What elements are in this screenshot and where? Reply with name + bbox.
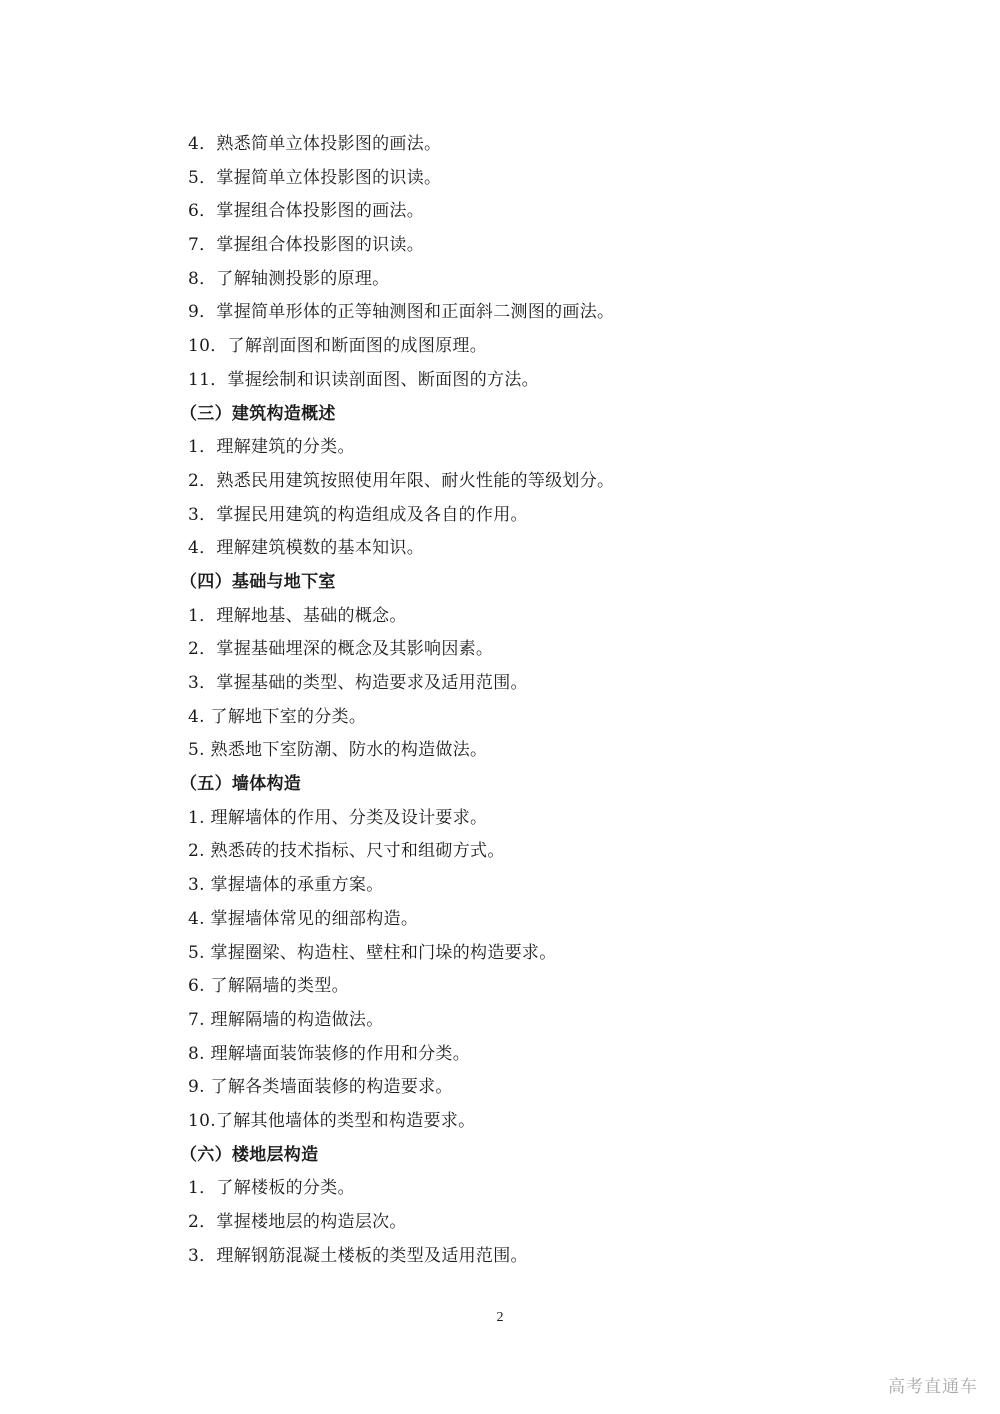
section-heading: （三）建筑构造概述 bbox=[180, 403, 336, 424]
watermark: 高考直通车 bbox=[888, 1377, 978, 1397]
section-heading: （四）基础与地下室 bbox=[180, 571, 336, 592]
list-item: 1．理解建筑的分类。 bbox=[188, 437, 355, 458]
list-item: 3．掌握基础的类型、构造要求及适用范围。 bbox=[188, 673, 528, 693]
list-item: 5. 熟悉地下室防潮、防水的构造做法。 bbox=[188, 740, 488, 761]
document-body bbox=[180, 128, 908, 1273]
list-item: 3．理解钢筋混凝土楼板的类型及适用范围。 bbox=[188, 1245, 528, 1266]
list-item: 4．熟悉简单立体投影图的画法。 bbox=[188, 134, 442, 154]
list-item: 7. 理解隔墙的构造做法。 bbox=[188, 1009, 384, 1030]
list-item: 2. 熟悉砖的技术指标、尺寸和组砌方式。 bbox=[188, 841, 505, 862]
list-item: 6. 了解隔墙的类型。 bbox=[188, 976, 349, 997]
list-item: 11．掌握绘制和识读剖面图、断面图的方法。 bbox=[188, 369, 539, 390]
list-item: 4．理解建筑模数的基本知识。 bbox=[188, 538, 425, 559]
list-item: 3. 掌握墙体的承重方案。 bbox=[188, 875, 384, 896]
list-item: 2．熟悉民用建筑按照使用年限、耐火性能的等级划分。 bbox=[188, 470, 615, 491]
list-item: 1. 理解墙体的作用、分类及设计要求。 bbox=[188, 807, 488, 828]
list-item: 1．理解地基、基础的概念。 bbox=[188, 605, 407, 626]
list-item: 3．掌握民用建筑的构造组成及各自的作用。 bbox=[188, 504, 528, 525]
list-item: 9．掌握简单形体的正等轴测图和正面斜二测图的画法。 bbox=[188, 302, 615, 323]
page-number: 2 bbox=[496, 1310, 504, 1325]
list-item: 4. 了解地下室的分类。 bbox=[188, 706, 367, 727]
list-item: 7．掌握组合体投影图的识读。 bbox=[188, 235, 425, 256]
list-item: 4. 掌握墙体常见的细部构造。 bbox=[188, 908, 419, 929]
list-item: 10．了解剖面图和断面图的成图原理。 bbox=[188, 336, 488, 357]
list-item: 2．掌握基础埋深的概念及其影响因素。 bbox=[188, 639, 494, 660]
list-item: 5. 掌握圈梁、构造柱、壁柱和门垛的构造要求。 bbox=[188, 942, 557, 963]
list-item: 2．掌握楼地层的构造层次。 bbox=[188, 1212, 407, 1232]
list-item: 8．了解轴测投影的原理。 bbox=[188, 268, 390, 289]
list-item: 9. 了解各类墙面装修的构造要求。 bbox=[188, 1077, 453, 1098]
list-item: 5．掌握简单立体投影图的识读。 bbox=[188, 167, 442, 188]
section-heading: （五）墙体构造 bbox=[180, 774, 302, 795]
list-item: 8. 理解墙面装饰装修的作用和分类。 bbox=[188, 1043, 471, 1064]
list-item: 1．了解楼板的分类。 bbox=[188, 1178, 355, 1199]
section-heading: （六）楼地层构造 bbox=[180, 1144, 319, 1165]
list-item: 6．掌握组合体投影图的画法。 bbox=[188, 201, 425, 222]
list-item: 10.了解其他墙体的类型和构造要求。 bbox=[188, 1110, 476, 1131]
